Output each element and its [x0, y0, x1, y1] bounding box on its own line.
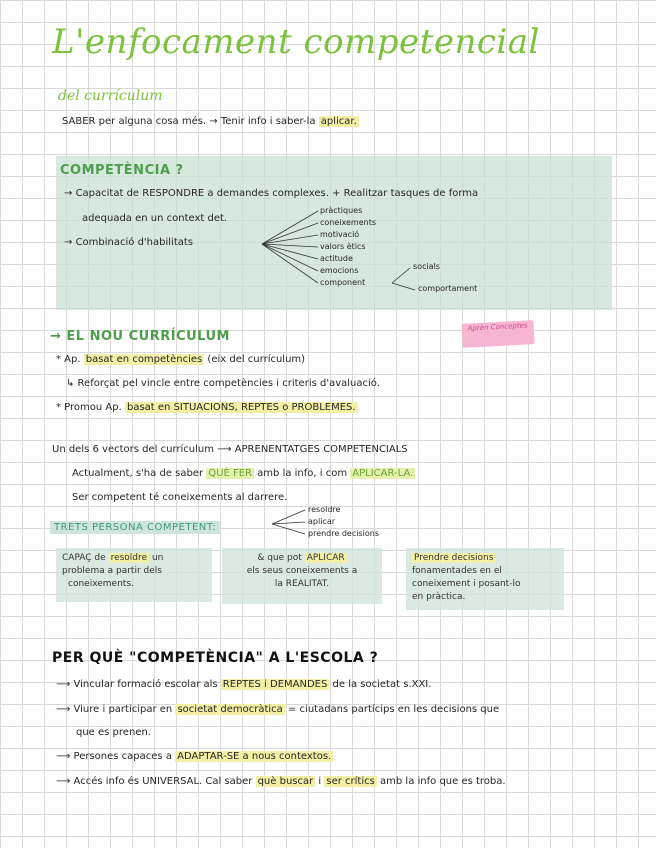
sub-branch-label: comportament: [418, 284, 478, 293]
vectors-line-2-mid: amb la info, i com: [257, 468, 348, 479]
trets-item: aplicar: [308, 517, 336, 526]
card-line: problema a partir dels: [62, 566, 162, 576]
card-line-highlight: resoldre: [110, 553, 148, 563]
card-line-post: un: [151, 553, 164, 563]
branch-line: [262, 223, 318, 244]
perque-bullet-4-mid: i: [318, 776, 322, 787]
nou-bullet-3-pre: * Promou Ap.: [56, 402, 122, 413]
sub-branch-line: [392, 268, 410, 283]
vectors-line-3: Ser competent té coneixements al darrere.: [72, 492, 288, 503]
card-line-pre: & que pot: [257, 553, 302, 563]
competencia-line-1-text: Capacitat de RESPONDRE a demandes complexes. + Realitzar tasques de forma: [75, 188, 479, 199]
card-line: coneixements.: [68, 579, 134, 589]
nou-bullet-1-pre: * Ap.: [56, 354, 81, 365]
sticker: Aprèn Conceptes: [461, 320, 534, 348]
card-line-highlight: Prendre decisions: [414, 553, 494, 563]
nou-curriculum-heading: → EL NOU CURRÍCULUM: [50, 329, 230, 344]
arrow-icon: ⟶: [56, 679, 71, 690]
nou-bullet-1-highlight: basat en competències: [85, 354, 203, 365]
perque-bullet-2-highlight: societat democràtica: [177, 704, 283, 715]
intro-text: SABER per alguna cosa més. → Tenir info i saber-la: [62, 116, 316, 127]
card-line: els seus coneixements a: [246, 566, 358, 576]
perque-bullet-2-cont: que es prenen.: [76, 727, 151, 738]
perque-bullet-4-post: amb la info que es troba.: [380, 776, 506, 787]
competencia-line-3: → Combinació d'habilitats: [64, 237, 193, 248]
perque-bullet-2-post: = ciutadans partícips en les decisions que: [287, 704, 500, 715]
branch-line: [262, 244, 318, 271]
page-subtitle: del currículum: [58, 88, 163, 104]
perque-bullet-4-pre: Accés info és UNIVERSAL. Cal saber: [73, 776, 253, 787]
nou-bullet-2: ↳ Reforçat pel vincle entre competències i criteris d'avaluació.: [66, 378, 380, 389]
card-line: la REALITAT.: [274, 579, 330, 589]
arrow-icon: ⟶: [56, 776, 71, 787]
vectors-line-1-pre: Un dels 6 vectors del currículum: [52, 444, 214, 455]
competencia-line-3-text: Combinació d'habilitats: [75, 237, 193, 248]
intro-highlight: aplicar.: [320, 116, 357, 127]
perque-bullet-1-pre: Vincular formació escolar als: [73, 679, 218, 690]
arrow-icon: ⟶: [56, 704, 71, 715]
perque-bullet-2-pre: Viure i participar en: [73, 704, 173, 715]
vectors-line-2-highlight-2: APLICAR-LA.: [352, 468, 414, 479]
branch-label: pràctiques: [320, 206, 363, 215]
card-line: en pràctica.: [412, 592, 466, 602]
trets-item: prendre decisions: [308, 529, 379, 538]
trets-branch-line: [272, 524, 305, 534]
branch-label: coneixements: [320, 218, 377, 227]
perque-bullet-3-highlight: ADAPTAR-SE a nous contextos.: [177, 751, 332, 762]
card-line: coneixement i posant-lo: [412, 579, 521, 589]
branch-label: component: [320, 278, 366, 287]
competencia-line-1: → Capacitat de RESPONDRE a demandes complexes. + Realitzar tasques de forma: [64, 188, 479, 199]
perque-heading: PER QUÈ "COMPETÈNCIA" A L'ESCOLA ?: [52, 650, 379, 666]
card-line: fonamentades en el: [412, 566, 502, 576]
trets-item: resoldre: [308, 505, 341, 514]
vectors-line-2-highlight-1: QUÈ FER: [208, 468, 252, 479]
card-line-pre: CAPAÇ de: [62, 553, 106, 563]
branch-label: emocions: [320, 266, 359, 275]
perque-bullet-1-highlight: REPTES i DEMANDES: [222, 679, 328, 690]
vectors-line-1-post: APRENENTATGES COMPETENCIALS: [234, 444, 408, 455]
page-title: L'enfocament competencial: [52, 22, 540, 62]
nou-curriculum-heading-text: EL NOU CURRÍCULUM: [66, 329, 230, 344]
vectors-line-2-pre: Actualment, s'ha de saber: [72, 468, 204, 479]
branch-label: motivació: [320, 230, 360, 239]
branch-label: actitude: [320, 254, 353, 263]
branch-line: [262, 211, 318, 244]
perque-bullet-4-highlight-1: què buscar: [257, 776, 314, 787]
trets-label: TRETS PERSONA COMPETENT:: [50, 521, 220, 534]
nou-bullet-1-post: (eix del currículum): [207, 354, 306, 365]
arrow-icon: ⟶: [56, 751, 71, 762]
arrow-icon: ⟶: [217, 444, 232, 455]
perque-bullet-1-post: de la societat s.XXI.: [332, 679, 432, 690]
perque-bullet-4-highlight-2: ser crítics: [326, 776, 375, 787]
competencia-line-2: adequada en un context det.: [82, 213, 228, 224]
sub-branch-line: [392, 283, 415, 290]
card-line-highlight: APLICAR: [306, 553, 345, 563]
perque-bullet-3-pre: Persones capaces a: [73, 751, 172, 762]
nou-bullet-3-highlight: basat en SITUACIONS, REPTES o PROBLEMES.: [126, 402, 356, 413]
competencia-heading: COMPETÈNCIA ?: [60, 163, 184, 178]
branch-line: [262, 244, 318, 283]
sub-branch-label: socials: [413, 262, 440, 271]
branch-label: valors ètics: [320, 242, 366, 251]
